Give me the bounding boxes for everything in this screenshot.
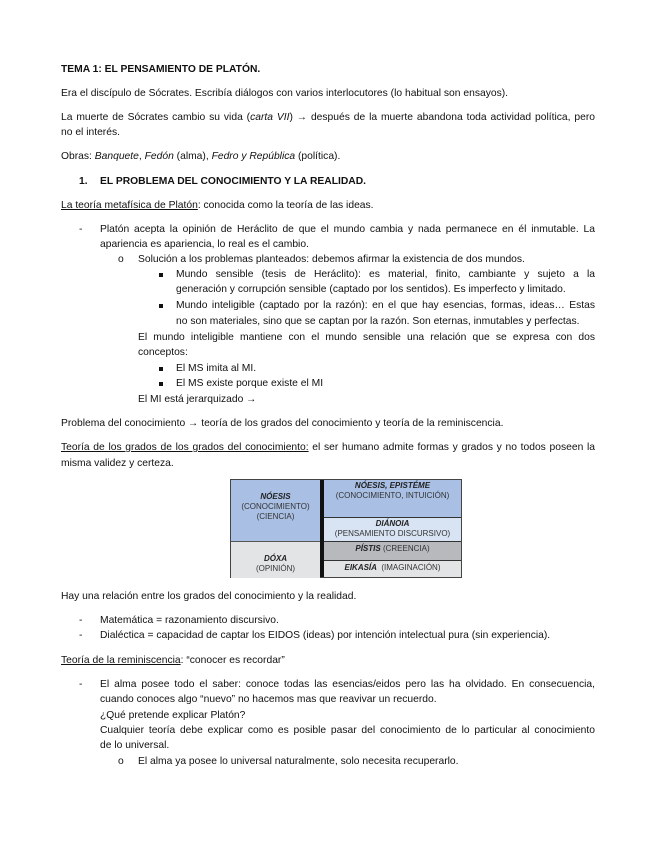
pistis-cell [324, 541, 461, 560]
mundo-sensible-line2: generación y corrupción sensible (captado por los sentidos). Es imperfecto y limitado. [176, 284, 566, 295]
bullet-dialectica: Dialéctica = capacidad de captar los EIDOS (ideas) por intención intelectual pura (sin experiencia). [100, 630, 551, 641]
problema-conocimiento: Problema del conocimiento → teoría de los grados del conocimiento y teoría de la reminiscencia. [61, 418, 504, 429]
doxa-subtitle: (OPINIÓN) [255, 564, 296, 573]
bullet-matematica: Matemática = razonamiento discursivo. [100, 615, 279, 626]
alma-saber-line1: El alma posee todo el saber: conoce todas las esencias/eidos pero las ha olvidado. En consecuencia, [100, 679, 595, 690]
mundo-inteligible-line2: no son materiales, sino que se captan por la razón. Son eternas, inmutables y perfectas. [176, 316, 580, 327]
square-bullet [159, 367, 163, 371]
paragraph-socrates: Era el discípulo de Sócrates. Escribía diálogos con varios interlocutores (lo habitual son ensayos). [61, 88, 509, 99]
mi-jerarquizado: El MI está jerarquizado → [138, 394, 257, 405]
episteme-subtitle: (CONOCIMIENTO, INTUICIÓN) [335, 491, 450, 500]
square-bullet [159, 273, 163, 277]
noesis-subtitle2: (CIENCIA) [256, 512, 295, 521]
mi-relacion-line1: El mundo inteligible mantiene con el mundo sensible una relación que se expresa con dos [138, 332, 595, 343]
circle-bullet: o [118, 756, 124, 767]
eikasia-title: EIKASÍA [344, 563, 377, 572]
circle-bullet: o [118, 254, 124, 265]
bullet-heraclito-line1: Platón acepta la opinión de Heráclito de que el mundo cambia y nada permanece en él inmutable. La [100, 224, 595, 235]
bullet-alma-universal: El alma ya posee lo universal naturalmente, solo necesita recuperarlo. [138, 756, 459, 767]
knowledge-levels-diagram [230, 479, 462, 578]
eikasia-cell [324, 560, 461, 577]
doxa-cell [231, 541, 320, 578]
teoria-metafisica: La teoría metafísica de Platón: conocida como la teoría de las ideas. [61, 200, 374, 211]
section-heading: EL PROBLEMA DEL CONOCIMIENTO Y LA REALIDAD. [100, 176, 367, 187]
grados-line1: Teoría de los grados de los grados del conocimiento: el ser humano admite formas y grados y no todos poseen la [61, 442, 595, 453]
square-bullet [159, 304, 163, 308]
episteme-cell [324, 480, 461, 517]
dianoia-title: DIÁNOIA [375, 519, 410, 528]
dash-bullet: - [79, 224, 83, 235]
noesis-title: NÓESIS [260, 492, 291, 501]
noesis-cell [231, 480, 320, 541]
noesis-subtitle: (CONOCIMIENTO) [241, 502, 310, 511]
paragraph-muerte-line1: La muerte de Sócrates cambio su vida (carta VII) → después de la muerte abandona toda actividad política, pero [61, 112, 595, 123]
square-bullet [159, 382, 163, 386]
ms-existe: El MS existe porque existe el MI [176, 378, 324, 389]
alma-saber-line2: cuando conoces algo “nuevo” no hacemos mas que reavivar un recuerdo. [100, 694, 437, 705]
bullet-solucion: Solución a los problemas planteados: debemos afirmar la existencia de dos mundos. [138, 254, 525, 265]
teoria-reminiscencia: Teoría de la reminiscencia: “conocer es recordar” [61, 655, 285, 666]
pretende-explicar: ¿Qué pretende explicar Platón? [100, 710, 246, 721]
grados-line2: misma validez y certeza. [61, 458, 174, 469]
dash-bullet: - [79, 630, 83, 641]
page-title: TEMA 1: EL PENSAMIENTO DE PLATÓN. [61, 64, 261, 75]
mundo-sensible-line1: Mundo sensible (tesis de Heráclito): es material, finito, cambiante y sujeto a la [176, 269, 595, 280]
paragraph-obras: Obras: Banquete, Fedón (alma), Fedro y República (política). [61, 151, 341, 162]
mundo-inteligible-line1: Mundo inteligible (captado por la razón): en el que hay esencias, formas, ideas… Estas [176, 300, 595, 311]
dianoia-subtitle: (PENSAMIENTO DISCURSIVO) [334, 529, 451, 538]
paragraph-muerte-line2: no el interés. [61, 127, 120, 138]
pistis-title: PÍSTIS [355, 544, 381, 553]
pistis-subtitle: (CREENCIA) [380, 544, 430, 553]
section-number: 1. [79, 176, 88, 187]
relacion-grados: Hay una relación entre los grados del conocimiento y la realidad. [61, 591, 357, 602]
dash-bullet: - [79, 679, 83, 690]
mi-relacion-line2: conceptos: [138, 347, 188, 358]
eikasia-subtitle: (IMAGINACIÓN) [376, 563, 441, 572]
doxa-title: DÓXA [263, 554, 288, 563]
episteme-title: NÓESIS, EPISTÉME [354, 481, 431, 490]
ms-imita: El MS imita al MI. [176, 363, 257, 374]
dianoia-cell [324, 517, 461, 541]
cualquier-teoria-line2: de lo universal. [100, 740, 170, 751]
dash-bullet: - [79, 615, 83, 626]
cualquier-teoria-line1: Cualquier teoría debe explicar como es posible pasar del conocimiento de lo particular al conocimiento [100, 725, 595, 736]
bullet-heraclito-line2: apariencia es apariencia, lo real es el cambio. [100, 239, 309, 250]
